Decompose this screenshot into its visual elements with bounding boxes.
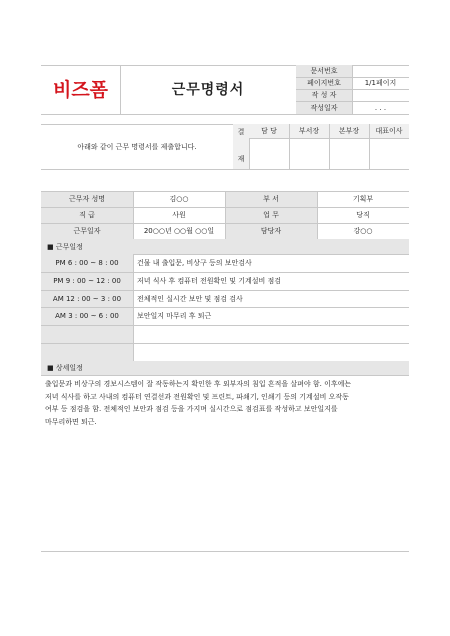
schedule-task[interactable]: 전체적인 실시간 보안 및 점검 검사	[137, 294, 243, 303]
approval-sign-box-division-head[interactable]	[329, 139, 369, 169]
approval-label-bottom: 재	[237, 155, 245, 163]
approval-col-ceo: 대표이사	[375, 127, 403, 135]
meta-label-doc-number: 문서번호	[310, 67, 338, 75]
schedule-time	[41, 343, 133, 361]
schedule-task[interactable]	[133, 325, 409, 343]
schedule-task[interactable]: 저녁 식사 후 컴퓨터 전원확인 및 기계설비 점검	[137, 277, 282, 285]
meta-label-date: 작성일자	[310, 103, 338, 112]
info-label-department: 부 서	[263, 195, 279, 203]
info-label-worker-name: 근무자 성명	[68, 195, 106, 203]
info-label-rank: 직 급	[79, 211, 95, 219]
schedule-task[interactable]: 건물 내 출입문, 비상구 등의 보안검사	[137, 259, 252, 267]
info-value-worker-name[interactable]: 김○○	[169, 195, 189, 203]
schedule-time: PM 6 : 00 ~ 8 : 00	[55, 259, 119, 267]
approval-label-top: 결	[237, 128, 245, 136]
schedule-heading: ■ 근무일정	[47, 242, 83, 251]
schedule-task[interactable]: 보안일지 마무리 후 퇴근	[137, 312, 212, 320]
schedule-time: AM 3 : 00 ~ 6 : 00	[55, 312, 119, 320]
meta-value-doc-number	[352, 65, 409, 77]
detail-heading: ■ 상세일정	[47, 364, 83, 372]
approval-col-division-head: 본부장	[338, 127, 360, 135]
meta-label-page-number: 페이지번호	[307, 79, 341, 87]
schedule-time: PM 9 : 00 ~ 12 : 00	[53, 277, 121, 285]
info-value-manager[interactable]: 강○○	[353, 227, 373, 235]
meta-label-author: 작 성 자	[311, 91, 337, 99]
detail-line: 마무리하면 퇴근.	[45, 417, 97, 426]
schedule-time: AM 12 : 00 ~ 3 : 00	[52, 294, 122, 303]
info-label-manager: 담당자	[260, 227, 282, 235]
document-title: 근무명령서	[171, 82, 245, 98]
schedule-task[interactable]	[133, 343, 409, 361]
approval-sign-box-ceo[interactable]	[369, 139, 409, 169]
intro-text: 아래와 같이 근무 명령서를 제출합니다.	[77, 142, 197, 151]
info-value-work-date[interactable]: 20○○년 ○○월 ○○일	[143, 227, 215, 235]
schedule-time	[41, 325, 133, 343]
info-label-duty: 업 무	[263, 211, 279, 219]
detail-line: 여부 등 점검을 함. 전체적인 보안과 점검 등을 가지며 실시간으로 점검표를 작성하고 보안일지를	[45, 405, 338, 413]
bizform-logo: 비즈폼	[52, 79, 109, 101]
meta-value-page-number: 1/1페이지	[364, 79, 397, 87]
detail-paragraph[interactable]	[45, 378, 409, 428]
approval-sign-box-dept-head[interactable]	[289, 139, 329, 169]
info-value-department[interactable]: 기획부	[352, 195, 374, 203]
info-label-work-date: 근무일자	[73, 227, 101, 235]
info-value-rank[interactable]: 사원	[172, 211, 186, 219]
detail-line: 저녁 식사를 하고 사내의 컴퓨터 연결선과 전원확인 및 프린트, 파쇄기, 인쇄기 등의 기계설비 오작동	[45, 392, 349, 401]
approval-sign-box-staff[interactable]	[249, 139, 289, 169]
approval-col-staff: 담 당	[261, 127, 277, 135]
info-value-duty[interactable]: 당직	[356, 211, 370, 219]
meta-value-date: . . .	[374, 103, 387, 112]
detail-line: 출입문과 비상구의 경보시스템이 잘 작동하는지 확인한 후 외부자의 침입 흔적을 살펴야 함. 이후에는	[45, 380, 352, 388]
approval-col-dept-head: 부서장	[298, 127, 320, 135]
meta-value-author	[352, 89, 409, 101]
